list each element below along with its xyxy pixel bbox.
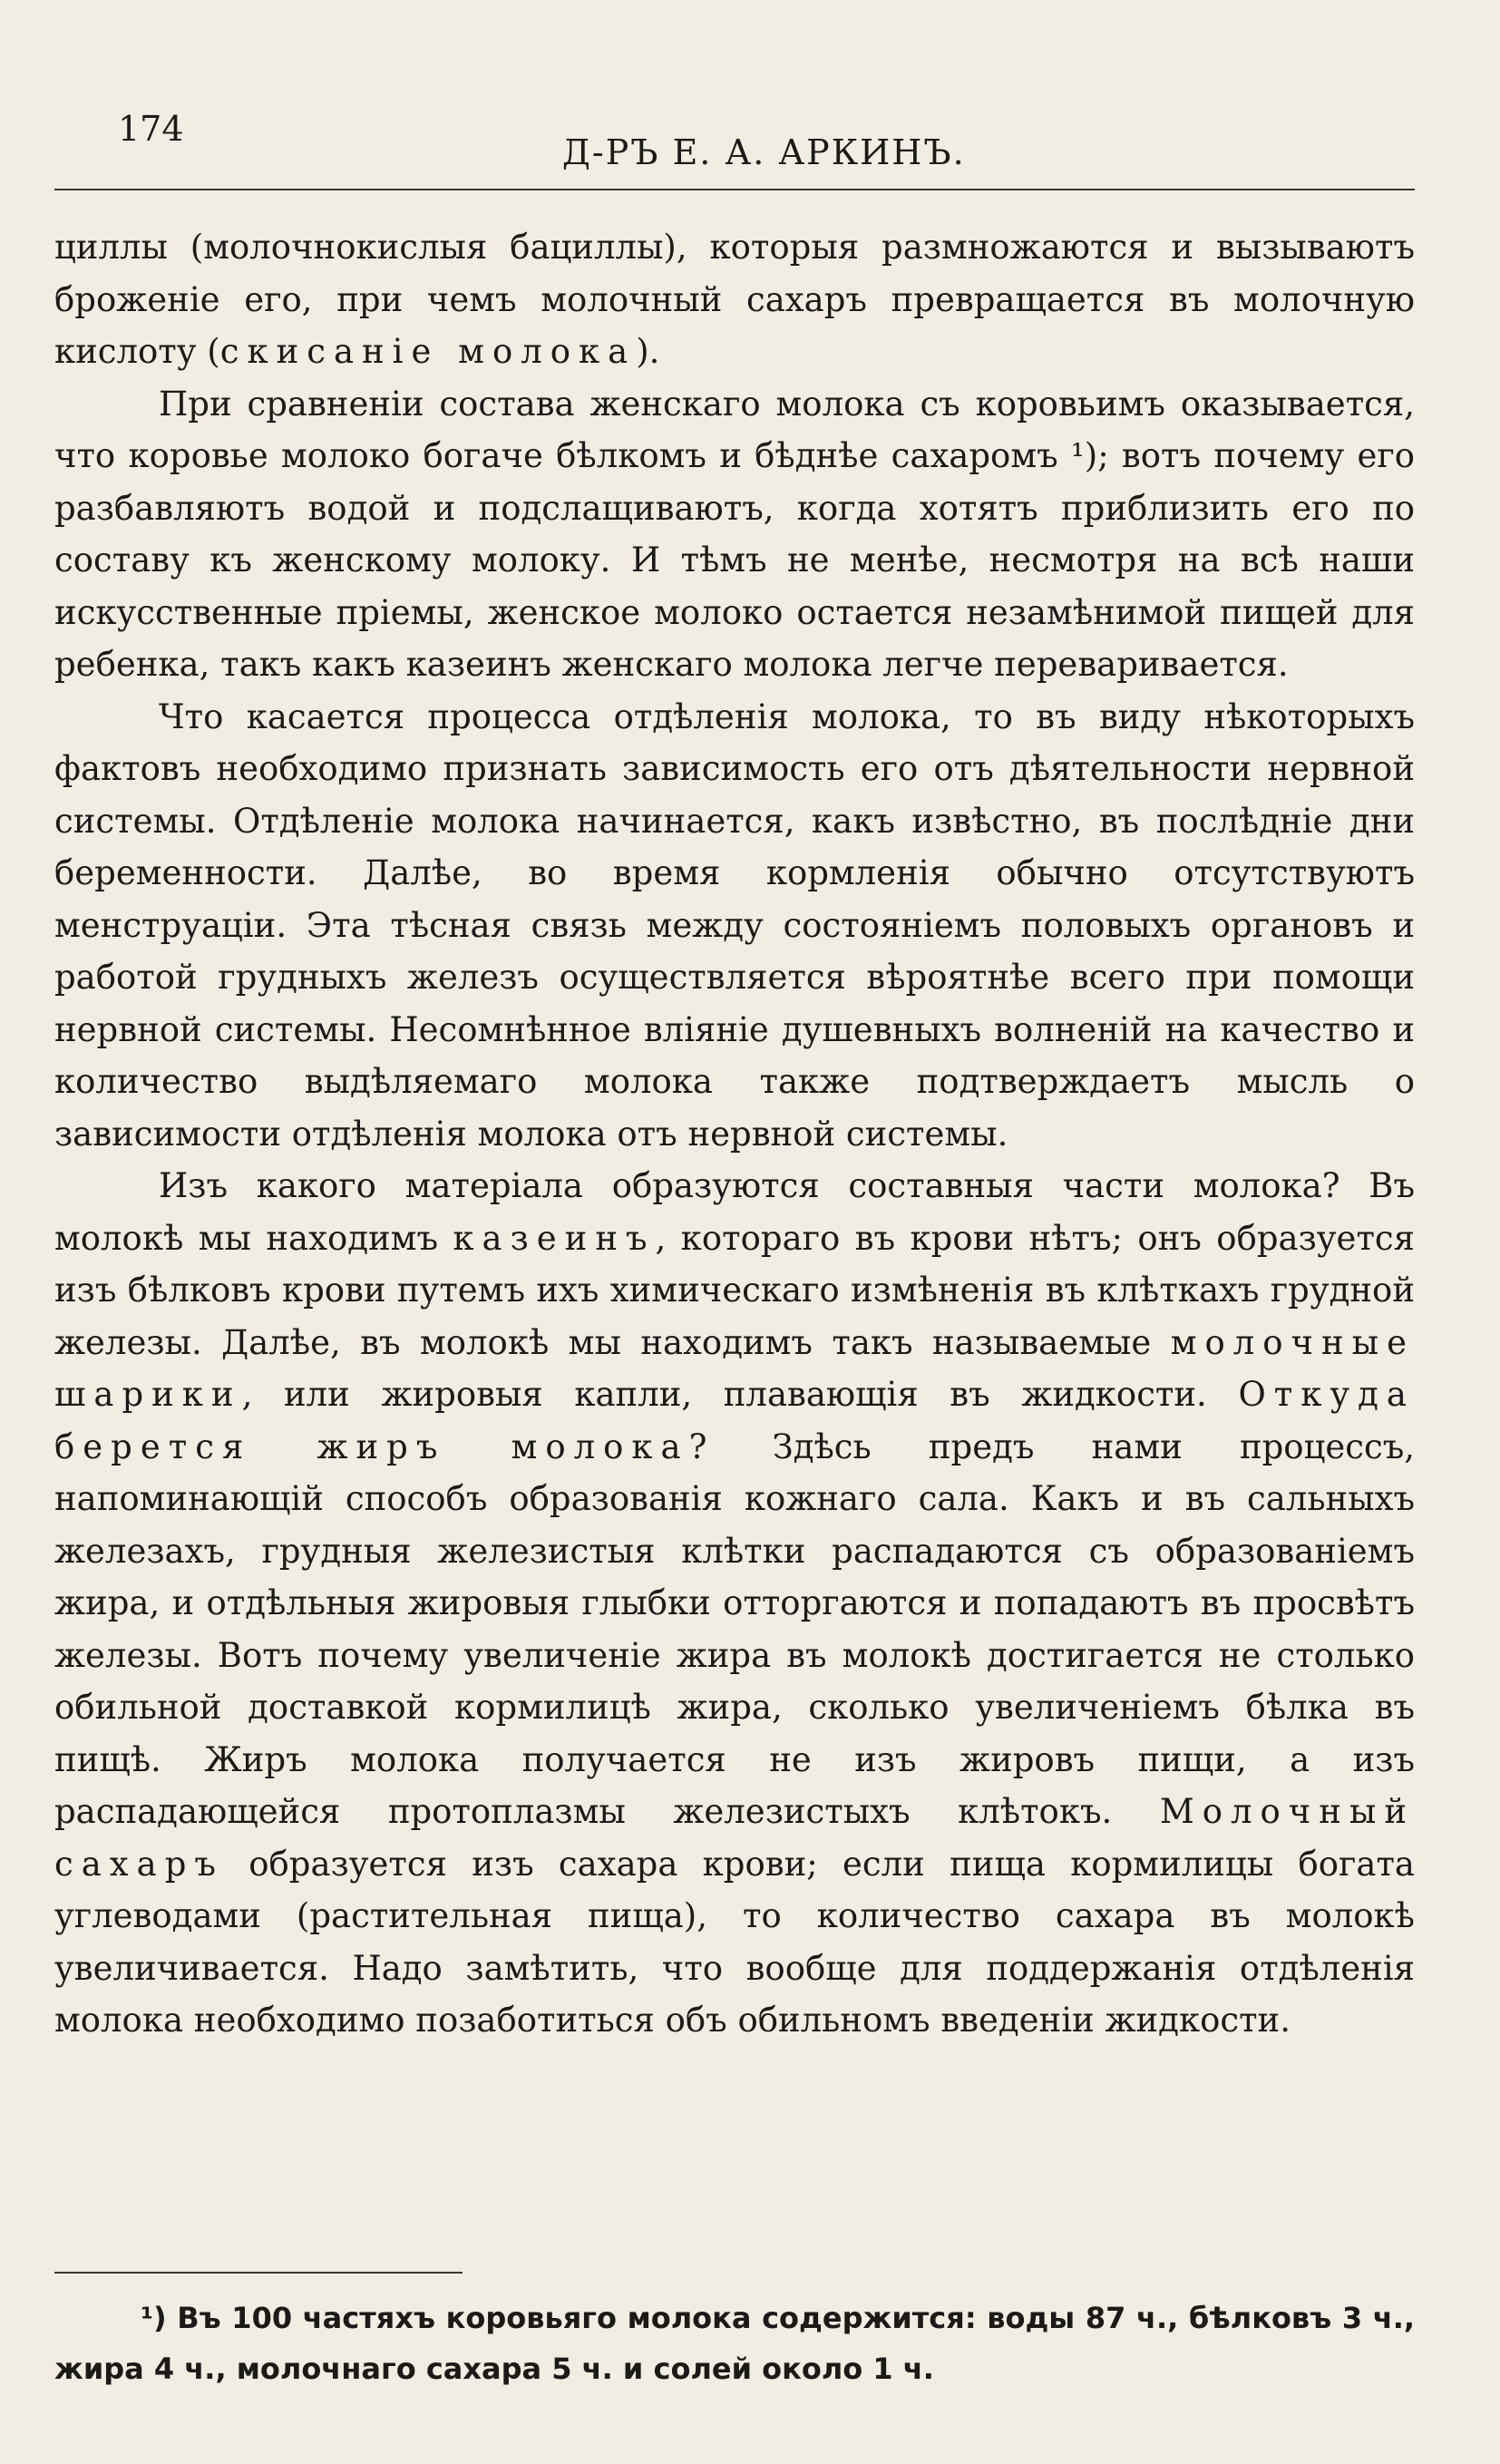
paragraph-text: При сравненіи состава женскаго молока съ коровьимъ оказывается, что коровье молоко богаче бѣлкомъ и бѣднѣе сахаромъ ¹); вотъ почему его разбавляютъ водой и подслащиваютъ, когда хотятъ приблизить его по составу къ женскому молоку. И тѣмъ не менѣе, несмотря на всѣ наши искусственные пріемы, женское молоко остается незамѣнимой пищей для ребенка, такъ какъ казеинъ женскаго молока легче переваривается. — [54, 384, 1415, 684]
body-text — [54, 221, 1415, 2047]
footnote-rule — [54, 2272, 463, 2274]
paragraph — [54, 1160, 1415, 2047]
paragraph-text: , котораго въ крови нѣтъ; онъ образуется изъ бѣлковъ крови путемъ ихъ химическаго измѣненія въ клѣткахъ грудной железы. Далѣе, въ молокѣ мы находимъ такъ называемые — [54, 1218, 1415, 1362]
spaced-emphasis-text: казеинъ — [453, 1218, 656, 1258]
footnote: ¹) Въ 100 частяхъ коровьяго молока содержится: воды 87 ч., бѣлковъ 3 ч., жира 4 ч., молочнаго сахара 5 ч. и солей около 1 ч. — [54, 2301, 1415, 2386]
page-header — [54, 91, 1415, 190]
paragraph — [54, 691, 1415, 1161]
paragraph-text: Изъ какого матеріала образуются составныя части молока? Въ молокѣ мы находимъ — [54, 1166, 1415, 1258]
paragraph-text: Здѣсь предъ нами процессъ, напоминающій способъ образованія кожнаго сала. Какъ и въ сальныхъ железахъ, грудныя железистыя клѣтки распадаются съ образованіемъ жира, и отдѣльныя жировыя глыбки отторгаются и попадаютъ въ просвѣтъ железы. Вотъ почему увеличеніе жира въ молокѣ достигается не столько обильной доставкой кормилицѣ жира, сколько увеличеніемъ бѣлка въ пищѣ. Жиръ молока получается не изъ жировъ пищи, а изъ распадающейся протоплазмы железистыхъ клѣтокъ. — [54, 1427, 1416, 1831]
paragraph — [54, 221, 1415, 378]
spaced-emphasis-text: Молочный сахаръ — [54, 1792, 1415, 1884]
page-number: 174 — [118, 109, 184, 149]
paragraph-text: циллы (молочнокислыя бациллы), которыя размножаются и вызываютъ броженіе его, при чемъ молочный сахаръ превращается въ молочную кислоту ( — [54, 228, 1415, 371]
header-rule — [54, 189, 1415, 190]
spaced-emphasis-text: молочные шарики — [54, 1322, 1415, 1414]
spaced-emphasis-text: Откуда берется жиръ молока? — [54, 1375, 1415, 1466]
paragraph-text: , или жировыя капли, плавающія въ жидкости. — [241, 1375, 1239, 1414]
paragraph-text: ). — [636, 332, 660, 371]
paragraph-text: образуется изъ сахара крови; если пища кормилицы богата углеводами (растительная пища), то количество сахара въ молокѣ увеличивается. Надо замѣтить, что вообще для поддержанія отдѣленія молока необходимо позаботиться объ обильномъ введеніи жидкости. — [54, 1844, 1415, 2040]
paragraph — [54, 378, 1415, 691]
book-page — [54, 91, 1415, 2430]
spaced-emphasis-text: скисаніе молока — [219, 332, 637, 371]
running-title: Д-РЪ Е. А. АРКИНЪ. — [562, 132, 966, 172]
paragraph-text: Что касается процесса отдѣленія молока, то въ виду нѣкоторыхъ фактовъ необходимо признать зависимость его отъ дѣятельности нервной системы. Отдѣленіе молока начинается, какъ извѣстно, въ послѣдніе дни беременности. Далѣе, во время кормленія обычно отсутствуютъ менструаціи. Эта тѣсная связь между состояніемъ половыхъ органовъ и работой грудныхъ железъ осуществляется вѣроятнѣе всего при помощи нервной системы. Несомнѣнное вліяніе душевныхъ волненій на качество и количество выдѣляемаго молока также подтверждаетъ мысль о зависимости отдѣленія молока отъ нервной системы. — [54, 696, 1415, 1154]
